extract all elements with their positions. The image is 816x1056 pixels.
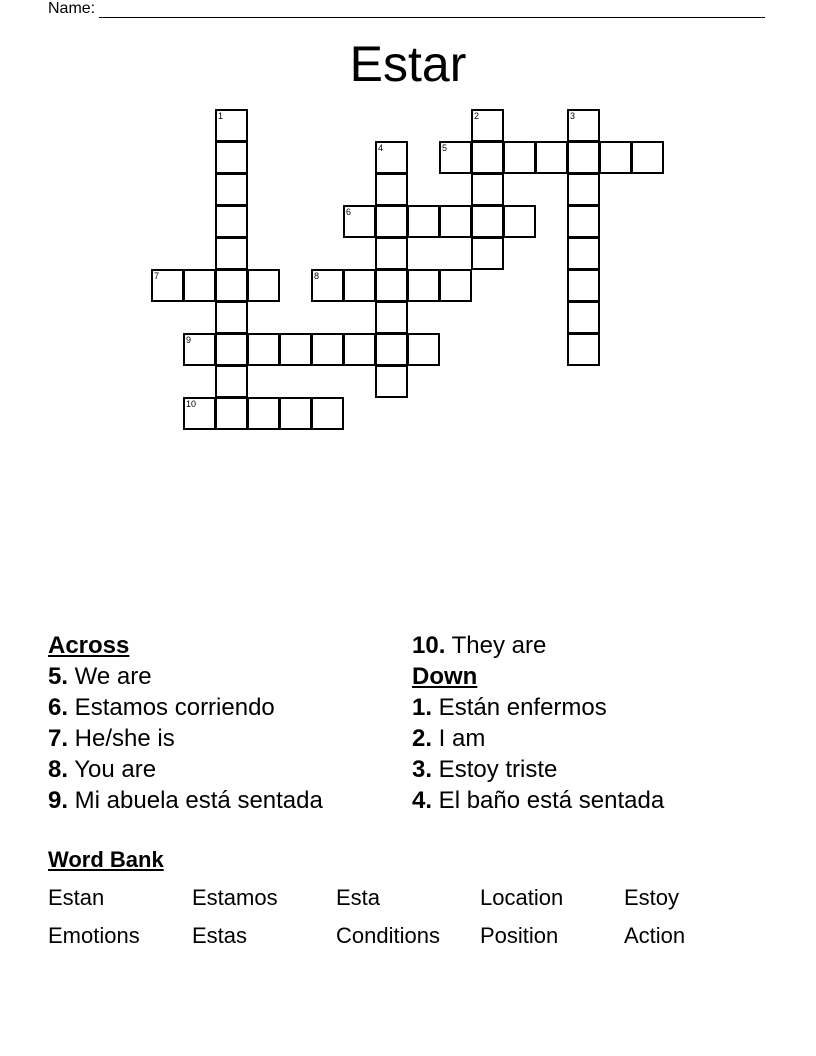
crossword-cell[interactable] xyxy=(375,205,408,238)
crossword-cell[interactable] xyxy=(407,269,440,302)
cell-number: 3 xyxy=(570,111,576,121)
crossword-cell[interactable] xyxy=(215,333,248,366)
word-bank-item: Emotions xyxy=(48,923,140,948)
crossword-cell[interactable] xyxy=(631,141,664,174)
crossword-cell[interactable] xyxy=(567,301,600,334)
clue-text: El baño está sentada xyxy=(432,787,665,814)
cell-number: 10 xyxy=(186,399,197,409)
word-bank-heading: Word Bank xyxy=(48,847,164,872)
clue-across-10 xyxy=(412,630,664,661)
crossword-cell[interactable] xyxy=(471,205,504,238)
clue-number: 8. xyxy=(48,756,69,783)
clue-text: You are xyxy=(68,756,157,783)
crossword-cell[interactable] xyxy=(535,141,568,174)
word-bank-item: Estas xyxy=(192,923,248,948)
clue-number: 4. xyxy=(412,787,433,814)
clue-number: 6. xyxy=(48,694,69,721)
clue-text: He/she is xyxy=(68,725,175,752)
crossword-cell[interactable] xyxy=(215,237,248,270)
crossword-cell[interactable] xyxy=(439,141,472,174)
cell-number: 8 xyxy=(314,271,320,281)
clue-number: 7. xyxy=(48,725,69,752)
word-bank-item: Estoy xyxy=(624,885,680,910)
clues-right-column xyxy=(412,630,664,816)
crossword-cell[interactable] xyxy=(183,397,216,430)
crossword-cell[interactable] xyxy=(567,109,600,142)
crossword-cell[interactable] xyxy=(503,141,536,174)
crossword-cell[interactable] xyxy=(311,333,344,366)
word-bank-item: Estamos xyxy=(192,885,278,910)
crossword-cell[interactable] xyxy=(503,205,536,238)
crossword-cell[interactable] xyxy=(375,141,408,174)
crossword-cell[interactable] xyxy=(567,141,600,174)
crossword-cell[interactable] xyxy=(375,333,408,366)
across-heading: Across xyxy=(48,632,130,659)
clue-down-2 xyxy=(412,723,664,754)
name-label: Name: xyxy=(48,0,96,17)
crossword-cell[interactable] xyxy=(247,333,280,366)
clue-across-6 xyxy=(48,692,323,723)
cell-number: 5 xyxy=(442,143,448,153)
crossword-cell[interactable] xyxy=(215,365,248,398)
crossword-cell[interactable] xyxy=(183,333,216,366)
crossword-cell[interactable] xyxy=(215,109,248,142)
crossword-cell[interactable] xyxy=(567,333,600,366)
clue-down-3 xyxy=(412,754,664,785)
clue-text: Estoy triste xyxy=(432,756,558,783)
crossword-cell[interactable] xyxy=(247,397,280,430)
word-bank-item: Location xyxy=(480,885,564,910)
clues-left-column xyxy=(48,630,323,816)
clue-across-8 xyxy=(48,754,323,785)
crossword-cell[interactable] xyxy=(471,173,504,206)
crossword-cell[interactable] xyxy=(471,109,504,142)
cell-number: 9 xyxy=(186,335,192,345)
word-bank-item: Esta xyxy=(336,885,381,910)
clue-across-5 xyxy=(48,661,323,692)
crossword-cell[interactable] xyxy=(279,333,312,366)
crossword-cell[interactable] xyxy=(215,173,248,206)
crossword-cell[interactable] xyxy=(247,269,280,302)
crossword-cell[interactable] xyxy=(311,397,344,430)
crossword-cell[interactable] xyxy=(215,205,248,238)
crossword-cell[interactable] xyxy=(151,269,184,302)
clue-number: 9. xyxy=(48,787,69,814)
down-heading: Down xyxy=(412,663,478,690)
clue-text: Estamos corriendo xyxy=(68,694,275,721)
cell-number: 7 xyxy=(154,271,160,281)
crossword-cell[interactable] xyxy=(567,205,600,238)
clue-number: 10. xyxy=(412,632,446,659)
page-title: Estar xyxy=(349,36,467,92)
crossword-cell[interactable] xyxy=(215,397,248,430)
word-bank-item: Estan xyxy=(48,885,105,910)
crossword-cell[interactable] xyxy=(407,205,440,238)
crossword-cell[interactable] xyxy=(183,269,216,302)
crossword-cell[interactable] xyxy=(599,141,632,174)
clue-number: 5. xyxy=(48,663,69,690)
cell-number: 4 xyxy=(378,143,384,153)
crossword-cell[interactable] xyxy=(215,301,248,334)
clue-text: We are xyxy=(68,663,152,690)
cell-number: 1 xyxy=(218,111,224,121)
crossword-cell[interactable] xyxy=(407,333,440,366)
cell-number: 2 xyxy=(474,111,480,121)
crossword-cell[interactable] xyxy=(471,237,504,270)
crossword-cell[interactable] xyxy=(567,173,600,206)
crossword-cell[interactable] xyxy=(375,173,408,206)
clue-down-4 xyxy=(412,785,664,816)
clue-number: 2. xyxy=(412,725,433,752)
clue-across-9 xyxy=(48,785,323,816)
crossword-cell[interactable] xyxy=(567,269,600,302)
crossword-cell[interactable] xyxy=(375,301,408,334)
clue-number: 3. xyxy=(412,756,433,783)
crossword-cell[interactable] xyxy=(343,333,376,366)
clue-text: I am xyxy=(432,725,486,752)
crossword-cell[interactable] xyxy=(215,141,248,174)
crossword-cell[interactable] xyxy=(311,269,344,302)
word-bank xyxy=(48,882,778,952)
clue-text: Están enfermos xyxy=(432,694,607,721)
crossword-cell[interactable] xyxy=(439,269,472,302)
word-bank-item: Action xyxy=(624,923,686,948)
cell-number: 6 xyxy=(346,207,352,217)
clue-text: Mi abuela está sentada xyxy=(68,787,323,814)
crossword-cell[interactable] xyxy=(471,141,504,174)
word-bank-item: Conditions xyxy=(336,923,440,948)
crossword-cell[interactable] xyxy=(439,205,472,238)
crossword-cell[interactable] xyxy=(215,269,248,302)
clue-text: They are xyxy=(445,632,547,659)
clue-down-1 xyxy=(412,692,664,723)
crossword-cell[interactable] xyxy=(375,365,408,398)
crossword-cell[interactable] xyxy=(343,205,376,238)
crossword-cell[interactable] xyxy=(375,237,408,270)
word-bank-item: Position xyxy=(480,923,559,948)
crossword-cell[interactable] xyxy=(567,237,600,270)
crossword-cell[interactable] xyxy=(343,269,376,302)
clue-number: 1. xyxy=(412,694,433,721)
clue-across-7 xyxy=(48,723,323,754)
crossword-cell[interactable] xyxy=(279,397,312,430)
crossword-grid xyxy=(0,0,816,440)
crossword-cell[interactable] xyxy=(375,269,408,302)
